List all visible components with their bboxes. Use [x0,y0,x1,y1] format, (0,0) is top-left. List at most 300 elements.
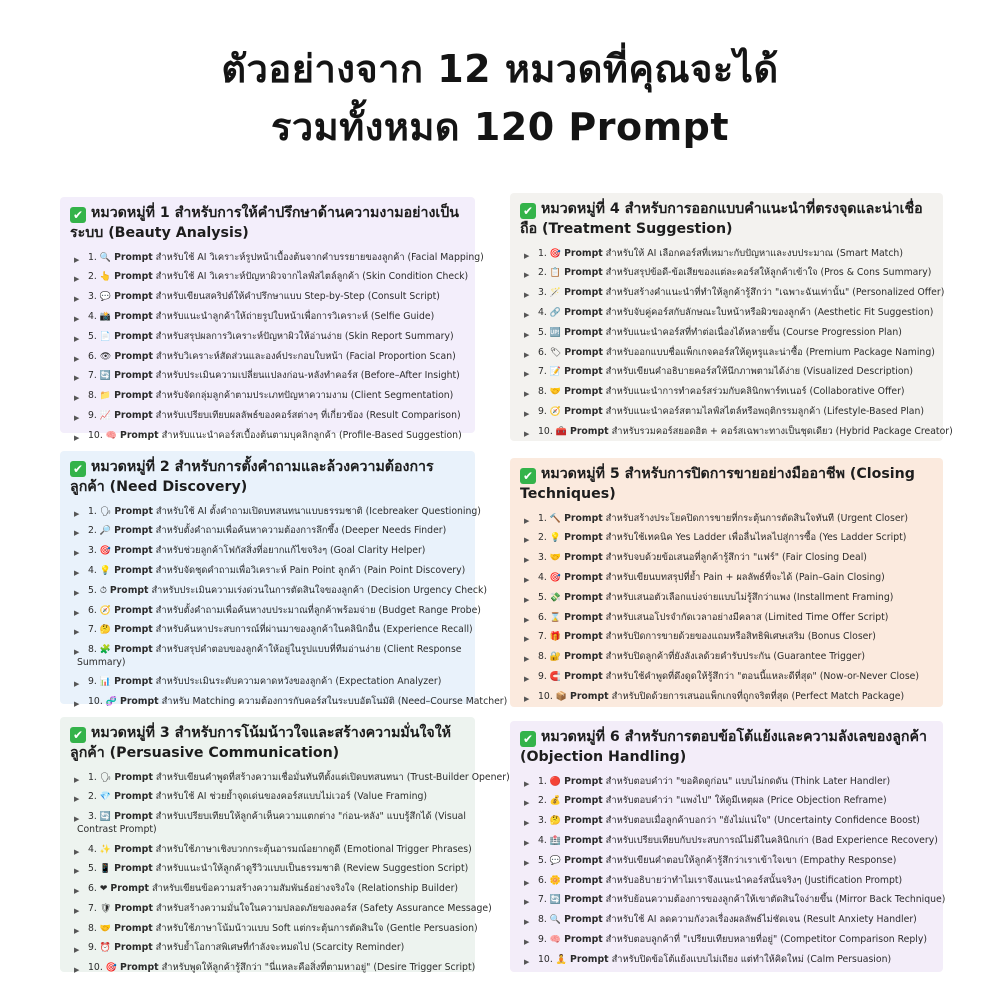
item-emoji-icon: 🔄 [99,371,112,382]
toggle-triangle-icon[interactable]: ▶ [74,549,80,558]
item-number: 4. [88,310,97,322]
prompt-list-item[interactable] [520,244,935,264]
item-emoji-icon: 📦 [555,691,568,702]
item-text: Prompt สำหรับรวมคอร์สยอดฮิต + คอร์สเฉพาะทางเป็นชุดเดียว (Hybrid Package Creator) [570,425,953,437]
item-number: 3. [88,291,97,303]
item-text: Prompt สำหรับประเมินความเร่งด่วนในการตัดสินใจของลูกค้า (Decision Urgency Check) [109,584,488,596]
item-number: 4. [538,571,547,583]
item-text: Prompt สำหรับปิดด้วยการเสนอแพ็กเกจที่ถูกจริตที่สุด (Perfect Match Package) [570,690,905,702]
toggle-triangle-icon[interactable]: ▶ [524,556,530,565]
prompt-list-item[interactable] [70,367,467,387]
toggle-triangle-icon[interactable]: ▶ [524,310,530,319]
toggle-triangle-icon[interactable]: ▶ [74,946,80,955]
toggle-triangle-icon[interactable]: ▶ [74,334,80,343]
toggle-triangle-icon[interactable]: ▶ [524,694,530,703]
prompt-list-item[interactable] [70,581,488,601]
item-emoji-icon: 🆙 [549,327,562,338]
toggle-triangle-icon[interactable]: ▶ [74,966,80,975]
toggle-triangle-icon[interactable]: ▶ [74,887,80,896]
prompt-list-item[interactable] [520,871,935,891]
prompt-keyword: Prompt [564,552,603,564]
item-text: Prompt สำหรับใช้ AI วิเคราะห์ปัญหาผิวจากไลฟ์สไตล์ลูกค้า (Skin Condition Check) [114,271,469,283]
prompt-list-item[interactable] [70,601,481,621]
prompt-list-item[interactable] [520,608,935,628]
item-text: Prompt สำหรับช่วยลูกค้าโฟกัสสิ่งที่อยากแก้ไขจริงๆ (Goal Clarity Helper) [114,545,426,557]
prompt-list-item[interactable] [520,891,946,911]
toggle-triangle-icon[interactable]: ▶ [74,588,80,597]
prompt-keyword: Prompt [114,291,153,303]
toggle-triangle-icon[interactable]: ▶ [74,509,80,518]
prompt-list-item[interactable] [520,930,935,950]
toggle-triangle-icon[interactable]: ▶ [74,795,80,804]
item-text: Prompt สำหรับย้อนความต้องการของลูกค้าให้เขาตัดสินใจง่ายขึ้น (Mirror Back Technique) [564,894,946,906]
item-text: Prompt สำหรับเสนอโปรจำกัดเวลาอย่างมีคลาส (Limited Time Offer Script) [564,611,889,623]
toggle-triangle-icon[interactable]: ▶ [74,413,80,422]
prompt-list-item[interactable] [70,288,467,308]
prompt-list [70,768,510,978]
prompt-keyword: Prompt [114,644,153,656]
item-emoji-icon: 🔄 [549,895,562,906]
item-text: Prompt สำหรับตั้งคำถามเพื่อค้นหาความต้องการลึกซึ้ง (Deeper Needs Finder) [114,525,447,537]
prompt-keyword: Prompt [564,631,603,643]
prompt-keyword: Prompt [570,690,609,702]
prompt-keyword: Prompt [564,933,603,945]
item-emoji-icon: 📋 [549,268,562,279]
item-number: 4. [538,834,547,846]
category-title [70,204,467,243]
item-emoji-icon: ✨ [99,844,112,855]
prompt-keyword: Prompt [564,834,603,846]
item-emoji-icon: 🗣 [99,772,112,783]
prompt-list-item[interactable] [520,628,935,648]
item-text: Prompt สำหรับเสนอตัวเลือกแบ่งจ่ายแบบไม่รู้สึกว่าแพง (Installment Framing) [564,591,894,603]
prompt-list-item[interactable] [70,327,467,347]
prompt-keyword: Prompt [564,287,603,299]
prompt-list [520,509,935,707]
item-text: Prompt สำหรับออกแบบชื่อแพ็กเกจคอร์สให้ดูหรูและน่าซื้อ (Premium Package Naming) [564,346,935,358]
prompt-list-item[interactable] [70,808,467,840]
prompt-keyword: Prompt [114,811,153,823]
item-number: 10. [88,429,103,441]
headline-line-1: ตัวอย่างจาก 12 หมวดที่คุณจะได้ [221,47,779,91]
prompt-list-item[interactable] [520,529,935,549]
item-text: Prompt สำหรับตอบลูกค้าที่ "เปรียบเทียบหลายที่อยู่" (Competitor Comparison Reply) [564,933,928,945]
prompt-list-item[interactable] [70,621,473,641]
prompt-keyword: Prompt [114,624,153,636]
item-number: 4. [88,564,97,576]
prompt-keyword: Prompt [120,696,159,708]
toggle-triangle-icon[interactable]: ▶ [74,867,80,876]
toggle-triangle-icon[interactable]: ▶ [74,314,80,323]
category-title [520,200,935,239]
toggle-triangle-icon[interactable]: ▶ [524,271,530,280]
item-number: 5. [88,584,97,596]
item-number: 1. [538,775,547,787]
item-emoji-icon: 🪄 [549,288,562,299]
item-text: Prompt สำหรับปิดข้อโต้แย้งแบบไม่เถียง แต่ทำให้คิดใหม่ (Calm Persuasion) [570,953,892,965]
prompt-keyword: Prompt [564,795,603,807]
item-text: Prompt สำหรับตอบคำว่า "แพงไป" ให้ดูมีเหตุผล (Price Objection Reframe) [564,795,887,807]
prompt-keyword: Prompt [114,505,153,517]
item-text: Prompt สำหรับแนะนำคอร์สเบื้องต้นตามบุคลิกลูกค้า (Profile-Based Suggestion) [120,429,462,441]
item-number: 9. [538,405,547,417]
item-text: Prompt สำหรับใช้ AI วิเคราะห์รูปหน้าเบื้องต้นจากคำบรรยายของลูกค้า (Facial Mapping) [114,251,484,263]
item-emoji-icon: 👆 [99,272,112,283]
item-text: Prompt สำหรับเขียนคำอธิบายคอร์สให้นึกภาพตามได้ง่าย (Visualized Description) [564,366,914,378]
item-number: 2. [88,271,97,283]
toggle-triangle-icon[interactable]: ▶ [74,815,80,824]
item-number: 9. [88,676,97,688]
item-number: 7. [88,902,97,914]
toggle-triangle-icon[interactable]: ▶ [74,608,80,617]
prompt-keyword: Prompt [564,591,603,603]
prompt-keyword: Prompt [564,267,603,279]
item-emoji-icon: 🧠 [105,430,118,441]
toggle-triangle-icon[interactable]: ▶ [74,906,80,915]
headline-line-2: รวมทั้งหมด 120 Prompt [270,105,730,149]
prompt-list-item[interactable] [70,406,467,426]
prompt-list-item[interactable] [70,561,467,581]
item-emoji-icon: 💬 [549,855,562,866]
prompt-list-item[interactable] [70,788,467,808]
toggle-triangle-icon[interactable]: ▶ [524,635,530,644]
prompt-list-item[interactable] [520,588,935,608]
prompt-keyword: Prompt [564,651,603,663]
prompt-list-item[interactable] [520,667,935,687]
item-emoji-icon: 📱 [99,864,112,875]
prompt-keyword: Prompt [564,815,603,827]
item-emoji-icon: 🎯 [105,963,118,974]
prompt-list-item[interactable] [70,640,467,672]
prompt-list-item[interactable] [70,939,467,959]
item-number: 2. [88,791,97,803]
category-card-6 [510,721,946,972]
prompt-list-item[interactable] [70,673,467,693]
item-emoji-icon: 🔄 [99,812,112,823]
checkmark-icon: ✔ [520,468,536,484]
item-number: 7. [538,366,547,378]
item-text: Prompt สำหรับเปรียบเทียบกับประสบการณ์ไม่ดีในคลินิกเก่า (Bad Experience Recovery) [564,834,938,846]
item-text: Prompt สำหรับใช้ AI ช่วยย้ำจุดเด่นของคอร์สแบบไม่เวอร์ (Value Framing) [114,791,427,803]
item-emoji-icon: 🔎 [99,526,112,537]
toggle-triangle-icon[interactable]: ▶ [524,838,530,847]
toggle-triangle-icon[interactable]: ▶ [524,937,530,946]
prompt-list-item[interactable] [70,522,467,542]
prompt-keyword: Prompt [114,251,153,263]
prompt-list-item[interactable] [70,880,467,900]
item-emoji-icon: 📝 [549,367,562,378]
category-card-1 [60,197,484,442]
item-text: Prompt สำหรับประเมินระดับความคาดหวังของลูกค้า (Expectation Analyzer) [114,676,442,688]
prompt-list-item[interactable] [70,386,467,406]
item-emoji-icon: 📁 [99,391,112,402]
category-title-text: หมวดหมู่ที่ 6 สำหรับการตอบข้อโต้แย้งและความลังเลของลูกค้า (Objection Handling) [520,729,927,765]
category-title [520,465,935,504]
toggle-triangle-icon[interactable]: ▶ [524,779,530,788]
prompt-keyword: Prompt [564,854,603,866]
toggle-triangle-icon[interactable]: ▶ [524,575,530,584]
prompt-list-item[interactable] [520,343,935,363]
item-text: Prompt สำหรับใช้เทคนิค Yes Ladder เพื่อลื่นไหลไปสู่การซื้อ (Yes Ladder Script) [564,532,907,544]
item-emoji-icon: 🎯 [549,572,562,583]
prompt-keyword: Prompt [120,962,159,974]
prompt-keyword: Prompt [114,564,153,576]
prompt-keyword: Prompt [564,532,603,544]
category-title-text: หมวดหมู่ที่ 5 สำหรับการปิดการขายอย่างมืออาชีพ (Closing Techniques) [520,466,915,502]
prompt-keyword: Prompt [114,409,153,421]
prompt-keyword: Prompt [564,386,603,398]
toggle-triangle-icon[interactable]: ▶ [524,409,530,418]
prompt-list-item[interactable] [520,647,935,667]
item-number: 10. [538,953,553,965]
toggle-triangle-icon[interactable]: ▶ [524,595,530,604]
prompt-keyword: Prompt [114,843,153,855]
prompt-keyword: Prompt [564,775,603,787]
checkmark-icon: ✔ [70,207,86,223]
item-emoji-icon: 🛡 [99,903,112,914]
toggle-triangle-icon[interactable]: ▶ [74,354,80,363]
toggle-triangle-icon[interactable]: ▶ [74,775,80,784]
item-number: 3. [538,552,547,564]
item-number: 8. [88,644,97,656]
prompt-list-item[interactable] [70,307,467,327]
item-number: 6. [538,611,547,623]
item-emoji-icon: 🧲 [549,671,562,682]
prompt-keyword: Prompt [120,429,159,441]
prompt-list-item[interactable] [520,264,935,284]
item-text: Prompt สำหรับเปรียบเทียบผลลัพธ์ของคอร์สต่างๆ ที่เกี่ยวข้อง (Result Comparison) [114,409,461,421]
prompt-list-item[interactable] [70,860,467,880]
prompt-keyword: Prompt [114,271,153,283]
prompt-list-item[interactable] [520,422,953,442]
item-number: 9. [88,409,97,421]
item-number: 9. [538,670,547,682]
item-text: Prompt สำหรับสร้างคำแนะนำที่ทำให้ลูกค้ารู้สึกว่า "เฉพาะฉันเท่านั้น" (Personalized Offer) [564,287,945,299]
item-emoji-icon: 👁 [99,351,112,362]
item-text: Prompt สำหรับปิดลูกค้าที่ยังลังเลด้วยคำรับประกัน (Guarantee Trigger) [564,651,865,663]
toggle-triangle-icon[interactable]: ▶ [74,433,80,442]
prompt-list-item[interactable] [70,502,481,522]
prompt-list-item[interactable] [70,768,510,788]
toggle-triangle-icon[interactable]: ▶ [74,680,80,689]
prompt-list-item[interactable] [70,919,478,939]
item-number: 7. [88,370,97,382]
prompt-list-item[interactable] [520,402,935,422]
toggle-triangle-icon[interactable]: ▶ [524,957,530,966]
item-text: Prompt สำหรับเขียนสคริปต์ให้คำปรึกษาแบบ Step-by-Step (Consult Script) [114,291,440,303]
prompt-list-item[interactable] [520,303,935,323]
item-number: 8. [538,651,547,663]
checkmark-icon: ✔ [520,203,536,219]
item-emoji-icon: 🏥 [549,835,562,846]
prompt-list-item[interactable] [70,248,484,268]
prompt-list-item[interactable] [520,323,935,343]
prompt-list-item[interactable] [520,382,935,402]
toggle-triangle-icon[interactable]: ▶ [74,529,80,538]
item-number: 2. [538,532,547,544]
prompt-list-item[interactable] [70,959,476,979]
item-emoji-icon: 🔴 [549,776,562,787]
item-text: Prompt สำหรับให้ AI เลือกคอร์สที่เหมาะกับปัญหาและงบประมาณ (Smart Match) [564,247,903,259]
prompt-list-item[interactable] [520,772,935,792]
item-text: Prompt สำหรับใช้ภาษาเชิงบวกกระตุ้นอารมณ์อยากดูดี (Emotional Trigger Phrases) [114,843,472,855]
toggle-triangle-icon[interactable]: ▶ [524,370,530,379]
category-card-2 [60,451,508,709]
prompt-list-item[interactable] [520,549,935,569]
prompt-list-item[interactable] [70,347,467,367]
item-number: 6. [538,346,547,358]
toggle-triangle-icon[interactable]: ▶ [524,799,530,808]
toggle-triangle-icon[interactable]: ▶ [74,275,80,284]
item-emoji-icon: 📄 [99,331,112,342]
checkmark-icon: ✔ [70,727,86,743]
toggle-triangle-icon[interactable]: ▶ [74,700,80,709]
checkmark-icon: ✔ [70,461,86,477]
toggle-triangle-icon[interactable]: ▶ [524,858,530,867]
toggle-triangle-icon[interactable]: ▶ [74,374,80,383]
item-number: 10. [88,696,103,708]
prompt-list-item[interactable] [520,831,938,851]
prompt-keyword: Prompt [114,390,153,402]
prompt-keyword: Prompt [114,330,153,342]
item-text: Prompt สำหรับตอบเมื่อลูกค้าบอกว่า "ยังไม่แน่ใจ" (Uncertainty Confidence Boost) [564,815,920,827]
toggle-triangle-icon[interactable]: ▶ [524,390,530,399]
item-emoji-icon: 🤔 [549,816,562,827]
toggle-triangle-icon[interactable]: ▶ [524,536,530,545]
item-number: 1. [538,512,547,524]
item-emoji-icon: 💡 [549,533,562,544]
item-text: Prompt สำหรับย้ำโอกาสพิเศษที่กำลังจะหมดไป (Scarcity Reminder) [114,942,405,954]
item-text: Prompt สำหรับเขียนคำพูดที่สร้างความเชื่อมั่นทันทีตั้งแต่เปิดบทสนทนา (Trust-Builder Opener) [114,771,510,783]
item-text: Prompt สำหรับแนะนำให้ลูกค้าดูรีวิวแบบเป็นธรรมชาติ (Review Suggestion Script) [114,863,469,875]
toggle-triangle-icon[interactable]: ▶ [524,291,530,300]
prompt-list-item[interactable] [520,950,935,970]
item-emoji-icon: ❤ [99,884,108,895]
item-emoji-icon: 🎯 [99,546,112,557]
item-emoji-icon: 💬 [99,292,112,303]
prompt-keyword: Prompt [564,914,603,926]
toggle-triangle-icon[interactable]: ▶ [524,615,530,624]
item-emoji-icon: 🔍 [99,252,112,263]
item-number: 2. [538,795,547,807]
item-text: Prompt สำหรับวิเคราะห์สัดส่วนและองค์ประกอบใบหน้า (Facial Proportion Scan) [114,350,456,362]
prompt-list-item[interactable] [70,542,467,562]
item-text: Prompt สำหรับใช้ภาษาโน้มน้าวแบบ Soft แต่กระตุ้นการตัดสินใจ (Gentle Persuasion) [114,922,478,934]
toggle-triangle-icon[interactable]: ▶ [524,918,530,927]
prompt-list [520,244,953,442]
prompt-list-item[interactable] [520,284,945,304]
prompt-list-item[interactable] [520,851,935,871]
item-emoji-icon: 🔍 [549,915,562,926]
item-text: Prompt สำหรับแนะนำคอร์สตามไลฟ์สไตล์หรือพฤติกรรมลูกค้า (Lifestyle-Based Plan) [564,405,924,417]
prompt-list-item[interactable] [520,792,935,812]
item-number: 9. [88,942,97,954]
category-title-text: หมวดหมู่ที่ 4 สำหรับการออกแบบคำแนะนำที่ตรงจุดและน่าเชื่อถือ (Treatment Suggestion) [520,201,923,237]
toggle-triangle-icon[interactable]: ▶ [74,628,80,637]
toggle-triangle-icon[interactable]: ▶ [74,255,80,264]
item-emoji-icon: 🧭 [99,605,112,616]
item-number: 10. [88,962,103,974]
prompt-keyword: Prompt [564,670,603,682]
prompt-list-item[interactable] [520,509,935,529]
toggle-triangle-icon[interactable]: ▶ [524,330,530,339]
item-emoji-icon: 🧰 [555,426,568,437]
prompt-list-item[interactable] [70,693,508,713]
toggle-triangle-icon[interactable]: ▶ [524,655,530,664]
toggle-triangle-icon[interactable]: ▶ [524,819,530,828]
prompt-list-item[interactable] [520,363,935,383]
prompt-list-item[interactable] [520,687,935,707]
toggle-triangle-icon[interactable]: ▶ [524,898,530,907]
toggle-triangle-icon[interactable]: ▶ [74,648,80,657]
category-card-5 [510,458,943,707]
prompt-keyword: Prompt [114,922,153,934]
prompt-list-item[interactable] [70,840,472,860]
prompt-keyword: Prompt [564,247,603,259]
item-emoji-icon: 📊 [99,677,112,688]
item-number: 1. [538,247,547,259]
item-number: 3. [538,287,547,299]
toggle-triangle-icon[interactable]: ▶ [74,568,80,577]
toggle-triangle-icon[interactable]: ▶ [74,295,80,304]
item-emoji-icon: 💎 [99,792,112,803]
item-text: Prompt สำหรับเขียนคำตอบให้ลูกค้ารู้สึกว่าเราเข้าใจเขา (Empathy Response) [564,854,897,866]
prompt-keyword: Prompt [114,791,153,803]
prompt-list-item[interactable] [70,899,492,919]
prompt-list [520,772,946,970]
toggle-triangle-icon[interactable]: ▶ [74,847,80,856]
item-number: 6. [88,883,97,895]
prompt-keyword: Prompt [564,611,603,623]
item-number: 7. [88,624,97,636]
item-emoji-icon: 🧘 [555,954,568,965]
toggle-triangle-icon[interactable]: ▶ [74,394,80,403]
item-text: Prompt สำหรับใช้ AI ลดความกังวลเรื่องผลลัพธ์ไม่ชัดเจน (Result Anxiety Handler) [564,914,917,926]
prompt-keyword: Prompt [564,405,603,417]
item-number: 8. [88,922,97,934]
item-emoji-icon: 🔨 [549,513,562,524]
prompt-list-item[interactable] [520,910,935,930]
item-emoji-icon: 🧩 [99,645,112,656]
toggle-triangle-icon[interactable]: ▶ [524,350,530,359]
toggle-triangle-icon[interactable]: ▶ [524,429,530,438]
prompt-list-item[interactable] [520,812,935,832]
prompt-keyword: Prompt [564,894,603,906]
toggle-triangle-icon[interactable]: ▶ [74,926,80,935]
item-number: 10. [538,690,553,702]
toggle-triangle-icon[interactable]: ▶ [524,251,530,260]
item-text: Prompt สำหรับแนะนำลูกค้าให้ถ่ายรูปใบหน้าเพื่อการวิเคราะห์ (Selfie Guide) [114,310,435,322]
toggle-triangle-icon[interactable]: ▶ [524,516,530,525]
item-emoji-icon: 🤝 [549,387,562,398]
item-text: Prompt สำหรับจับคู่คอร์สกับลักษณะใบหน้าหรือผิวของลูกค้า (Aesthetic Fit Suggestion) [564,306,934,318]
prompt-keyword: Prompt [564,512,603,524]
prompt-keyword: Prompt [564,306,603,318]
prompt-list-item[interactable] [70,268,467,288]
toggle-triangle-icon[interactable]: ▶ [524,674,530,683]
item-emoji-icon: 🧠 [549,934,562,945]
item-emoji-icon: 🔗 [549,307,562,318]
category-title-text: หมวดหมู่ที่ 1 สำหรับการให้คำปรึกษาด้านความงามอย่างเป็นระบบ (Beauty Analysis) [70,205,459,241]
item-emoji-icon: ⏰ [99,943,112,954]
item-number: 5. [88,330,97,342]
prompt-keyword: Prompt [114,902,153,914]
toggle-triangle-icon[interactable]: ▶ [524,878,530,887]
prompt-list-item[interactable] [520,568,935,588]
prompt-list-item[interactable] [70,426,467,446]
item-number: 4. [538,306,547,318]
prompt-keyword: Prompt [114,942,153,954]
